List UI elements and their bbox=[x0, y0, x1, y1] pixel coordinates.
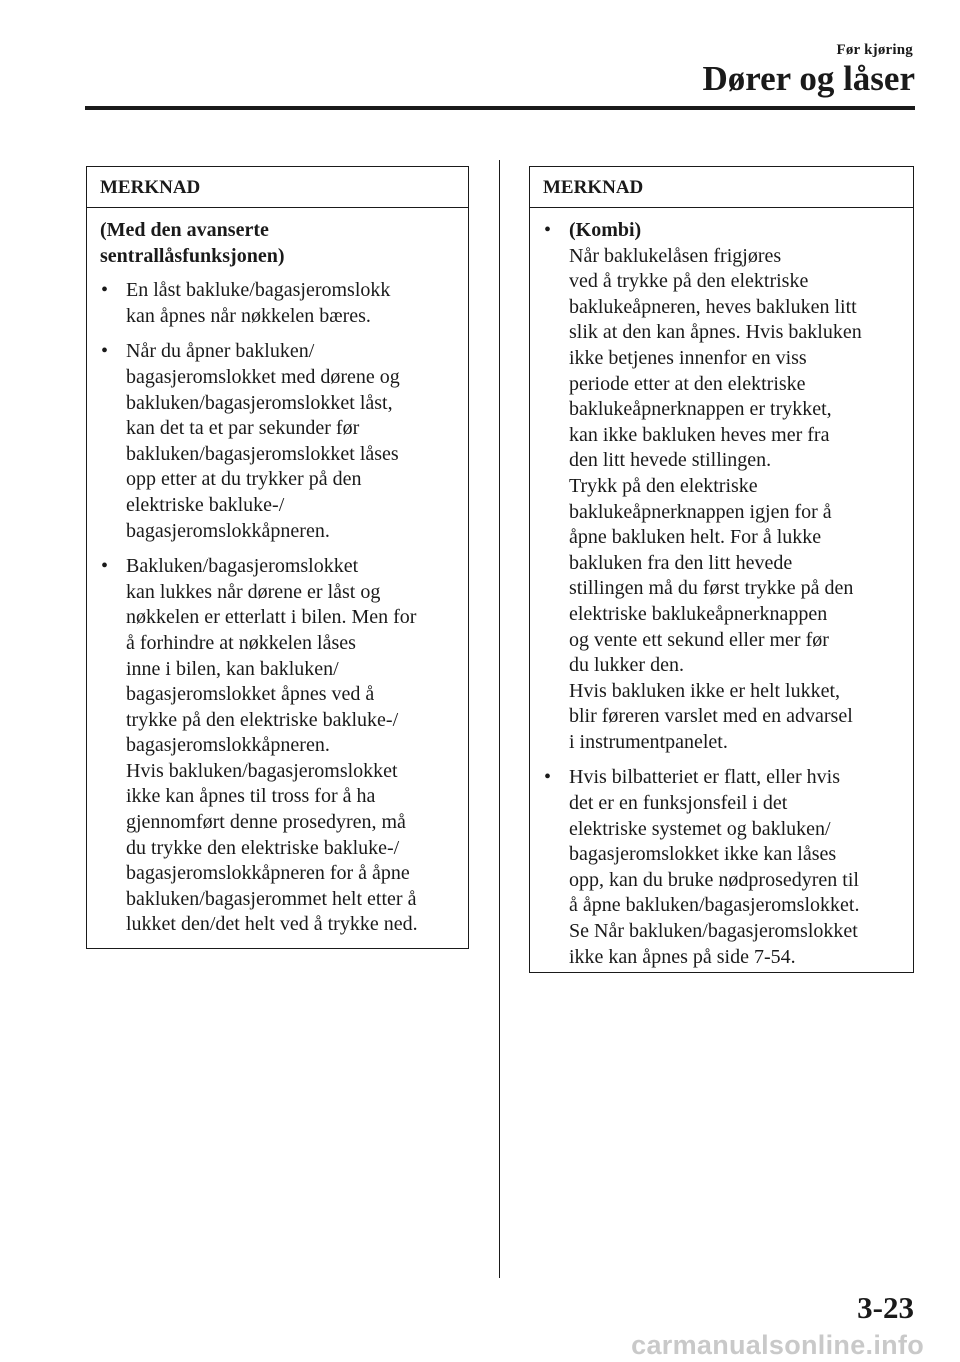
note-intro bbox=[100, 218, 455, 269]
note-box-left bbox=[86, 166, 469, 949]
list-item bbox=[543, 765, 900, 970]
note-box-right bbox=[529, 166, 914, 973]
bullet-list bbox=[543, 218, 900, 970]
list-item bbox=[543, 218, 900, 755]
text-line: bagasjeromslokkåpneren. bbox=[126, 734, 330, 757]
bullet-icon: • bbox=[544, 219, 552, 241]
text-line: den litt hevede stillingen. bbox=[569, 449, 772, 472]
bullet-icon: • bbox=[101, 279, 109, 302]
text-line: sentrallåsfunksjonen) bbox=[100, 244, 285, 267]
text-line: det er en funksjonsfeil i det bbox=[569, 792, 788, 815]
text-line: baklukeåpneren, heves bakluken litt bbox=[569, 295, 857, 318]
watermark: carmanualsonline.info bbox=[631, 1330, 924, 1360]
text-line: kan åpnes når nøkkelen bæres. bbox=[126, 304, 371, 327]
page-title: Dører og låser bbox=[702, 59, 915, 98]
text-line: å åpne bakluken/bagasjeromslokket. bbox=[569, 894, 860, 917]
text-line: bagasjeromslokket ikke kan låses bbox=[569, 843, 837, 866]
text-line: baklukeåpnerknappen er trykket, bbox=[569, 398, 832, 421]
text-line: periode etter at den elektriske bbox=[569, 372, 806, 395]
text-line: ved å trykke på den elektriske bbox=[569, 270, 809, 293]
text-line: ikke kan åpnes til tross for å ha bbox=[126, 785, 376, 808]
text-line: bakluken/bagasjeromslokket låses bbox=[126, 442, 399, 465]
text-line: du trykke den elektriske bakluke-/ bbox=[126, 836, 400, 859]
text-line: Når du åpner bakluken/ bbox=[126, 340, 315, 363]
text-line: lukket den/det helt ved å trykke ned. bbox=[126, 913, 418, 936]
text-line: kan det ta et par sekunder før bbox=[126, 417, 360, 440]
list-item-title: (Kombi) bbox=[569, 219, 642, 241]
text-line: Trykk på den elektriske bbox=[569, 474, 758, 497]
text-line: opp etter at du trykker på den bbox=[126, 468, 362, 491]
column-divider bbox=[499, 160, 500, 1278]
note-body bbox=[87, 208, 468, 938]
text-line: trykke på den elektriske bakluke-/ bbox=[126, 708, 399, 731]
text-line: å forhindre at nøkkelen låses bbox=[126, 631, 356, 654]
text-line: blir føreren varslet med en advarsel bbox=[569, 705, 853, 728]
text-line: (Med den avanserte bbox=[100, 219, 269, 241]
text-line: Se Når bakluken/bagasjeromslokket bbox=[569, 920, 858, 943]
text-line: Bakluken/bagasjeromslokket bbox=[126, 555, 359, 578]
text-line: elektriske baklukeåpnerknappen bbox=[569, 602, 828, 625]
text-line: nøkkelen er etterlatt i bilen. Men for bbox=[126, 606, 417, 629]
list-item bbox=[100, 339, 455, 544]
text-line: gjennomført denne prosedyren, må bbox=[126, 811, 406, 834]
text-line: ikke kan åpnes på side 7-54. bbox=[569, 945, 796, 968]
bullet-icon: • bbox=[101, 340, 109, 363]
text-line: bakluken/bagasjeromslokket låst, bbox=[126, 391, 393, 414]
bullet-icon: • bbox=[101, 555, 109, 578]
note-heading: MERKNAD bbox=[530, 167, 913, 208]
text-line: ikke betjenes innenfor en viss bbox=[569, 346, 807, 369]
text-line: Hvis bakluken/bagasjeromslokket bbox=[126, 759, 398, 782]
text-line: bakluken/bagasjerommet helt etter å bbox=[126, 887, 417, 910]
text-line: En låst bakluke/bagasjeromslokk bbox=[126, 279, 391, 302]
text-line: åpne bakluken helt. For å lukke bbox=[569, 526, 822, 549]
text-line: elektriske bakluke-/ bbox=[126, 493, 285, 516]
text-line: baklukeåpnerknappen igjen for å bbox=[569, 500, 832, 523]
text-line: i instrumentpanelet. bbox=[569, 730, 728, 753]
text-line: bagasjeromslokkåpneren. bbox=[126, 519, 330, 542]
text-line: bagasjeromslokkåpneren for å åpne bbox=[126, 862, 410, 885]
page-number: 3-23 bbox=[857, 1290, 914, 1325]
text-line: opp, kan du bruke nødprosedyren til bbox=[569, 868, 859, 891]
text-line: Hvis bilbatteriet er flatt, eller hvis bbox=[569, 766, 841, 789]
text-line: kan lukkes når dørene er låst og bbox=[126, 580, 381, 603]
text-line: inne i bilen, kan bakluken/ bbox=[126, 657, 339, 680]
text-line: bagasjeromslokket med dørene og bbox=[126, 365, 400, 388]
text-line: og vente ett sekund eller mer før bbox=[569, 628, 829, 651]
text-line: bagasjeromslokket åpnes ved å bbox=[126, 683, 375, 706]
text-line: du lukker den. bbox=[569, 654, 684, 677]
list-item bbox=[100, 554, 455, 938]
text-line: slik at den kan åpnes. Hvis bakluken bbox=[569, 321, 862, 344]
bullet-icon: • bbox=[544, 766, 552, 789]
text-line: Hvis bakluken ikke er helt lukket, bbox=[569, 679, 841, 702]
bullet-list bbox=[100, 278, 455, 938]
list-item bbox=[100, 278, 455, 329]
text-line: stillingen må du først trykke på den bbox=[569, 577, 854, 600]
text-line: elektriske systemet og bakluken/ bbox=[569, 817, 831, 840]
text-line: Når baklukelåsen frigjøres bbox=[569, 244, 782, 267]
text-line: bakluken fra den litt hevede bbox=[569, 551, 793, 574]
note-heading: MERKNAD bbox=[87, 167, 468, 208]
header-rule bbox=[85, 106, 915, 110]
note-body bbox=[530, 208, 913, 970]
section-label: Før kjøring bbox=[836, 42, 913, 58]
text-line: kan ikke bakluken heves mer fra bbox=[569, 423, 830, 446]
